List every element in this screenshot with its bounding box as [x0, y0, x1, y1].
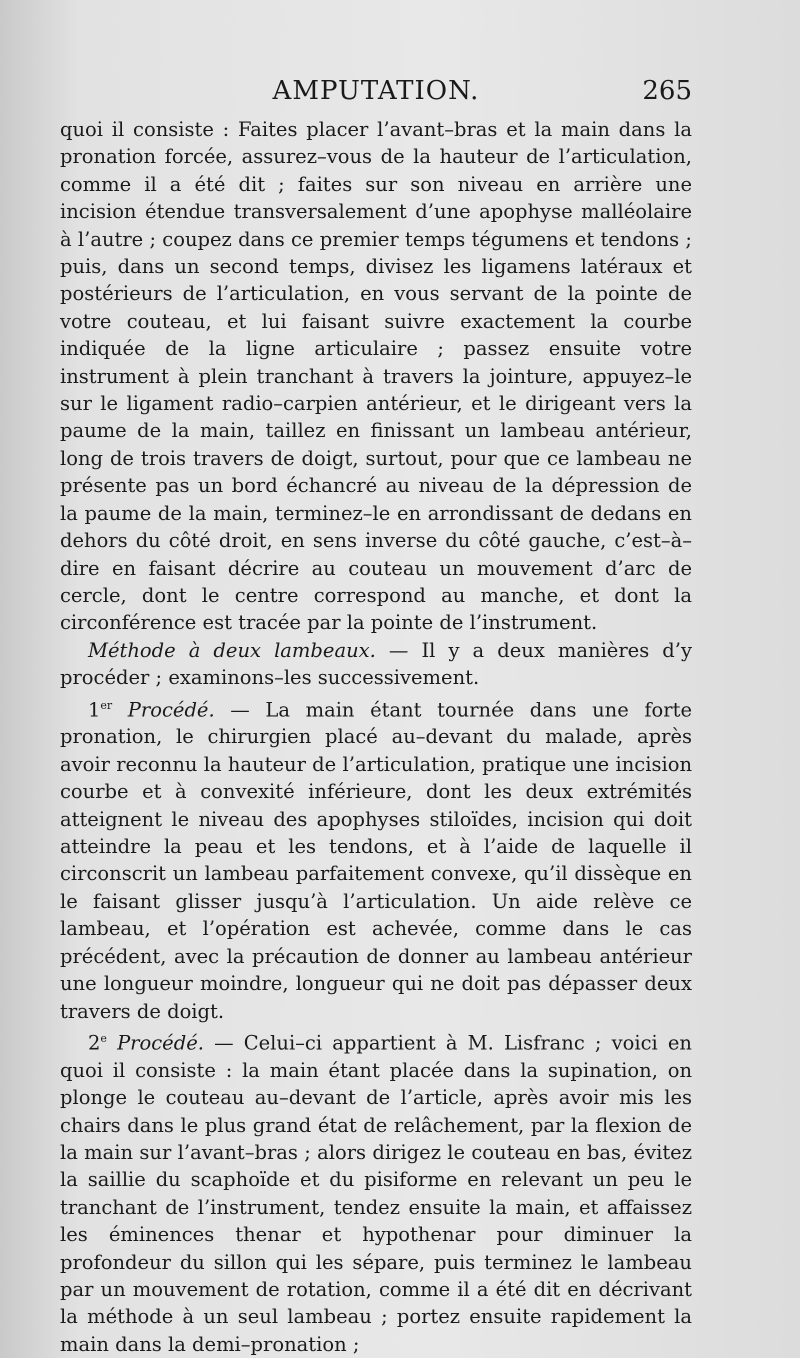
heading-number: 1: [88, 698, 101, 722]
page-header: [60, 72, 692, 116]
paragraph-text: — Celui–ci appartient à M. Lisfranc ; voici en quoi il consiste : la main étant placée dans la supination, on plonge le couteau au–devant de l’article, après avoir mis les chairs dans le plus grand état de relâchement, par la flexion de la main sur l’avant–bras ; alors dirigez le couteau en bas, évitez la saillie du scaphoïde et du pisiforme en relevant un peu le tranchant de l’instrument, tendez ensuite la main, et affaissez les éminences thenar et hypothenar pour diminuer la profondeur du sillon qui les sépare, puis terminez le lambeau par un mouvement de rotation, comme il a été dit en décrivant la méthode à un seul lambeau ; portez ensuite rapidement la main dans la demi–pronation ;: [60, 1031, 692, 1356]
heading-superscript: e: [100, 1031, 107, 1045]
paragraph-text: — La main étant tournée dans une forte pronation, le chirurgien placé au–devant du malade, après avoir reconnu la hauteur de l’articulation, pratique une incision courbe et à convexité inférieure, dont les deux extrémités atteignent le niveau des apophyses stiloïdes, incision qui doit atteindre la peau et les tendons, et à l’aide de laquelle il circonscrit un lambeau parfaitement convexe, qu’il dissèque en le faisant glisser jusqu’à l’articulation. Un aide relève ce lambeau, et l’opération est achevée, comme dans le cas précédent, avec la précaution de donner au lambeau antérieur une longueur moindre, longueur qui ne doit pas dépasser deux travers de doigt.: [60, 698, 692, 1023]
section-heading: Procédé.: [106, 1031, 204, 1055]
section-heading: Méthode à deux lambeaux.: [88, 638, 376, 662]
paragraph-continuation: [60, 116, 692, 637]
paragraph-text: quoi il consiste : Faites placer l’avant–bras et la main dans la pronation forcée, assurez–vous de la hauteur de l’articulation, comme il a été dit ; faites sur son niveau en arrière une incision étendue transversalement d’une apophyse malléolaire à l’autre ; coupez dans ce premier temps tégumens et tendons ; puis, dans un second temps, divisez les ligamens latéraux et postérieurs de l’articulation, en vous servant de la pointe de votre couteau, et lui faisant suivre exactement la courbe indiquée de la ligne articulaire ; passez ensuite votre instrument à plein tranchant à travers la jointure, appuyez–le sur le ligament radio–carpien antérieur, et le dirigeant vers la paume de la main, taillez en finissant un lambeau antérieur, long de trois travers de doigt, surtout, pour que ce lambeau ne présente pas un bord échancré au niveau de la dépression de la paume de la main, terminez–le en arrondissant de dedans en dehors du côté droit, en sens inverse du côté gauche, c’est–à–dire en faisant décrire au couteau un mouvement d’arc de cercle, dont le centre correspond au manche, et dont la circonférence est tracée par la pointe de l’instrument.: [60, 118, 692, 635]
section-heading: Procédé.: [112, 698, 215, 722]
heading-number: 2: [88, 1031, 101, 1055]
heading-superscript: er: [100, 698, 113, 712]
paragraph-methode-deux-lambeaux: [60, 637, 692, 692]
page-number: 265: [642, 76, 692, 106]
page-body: [60, 116, 692, 1358]
paragraph-premier-procede: [60, 692, 692, 1025]
paragraph-second-procede: [60, 1025, 692, 1358]
paragraph-text: — Il y a deux manières d’y procéder ; examinons–les successivement.: [60, 638, 692, 690]
running-title: AMPUTATION.: [272, 76, 480, 106]
